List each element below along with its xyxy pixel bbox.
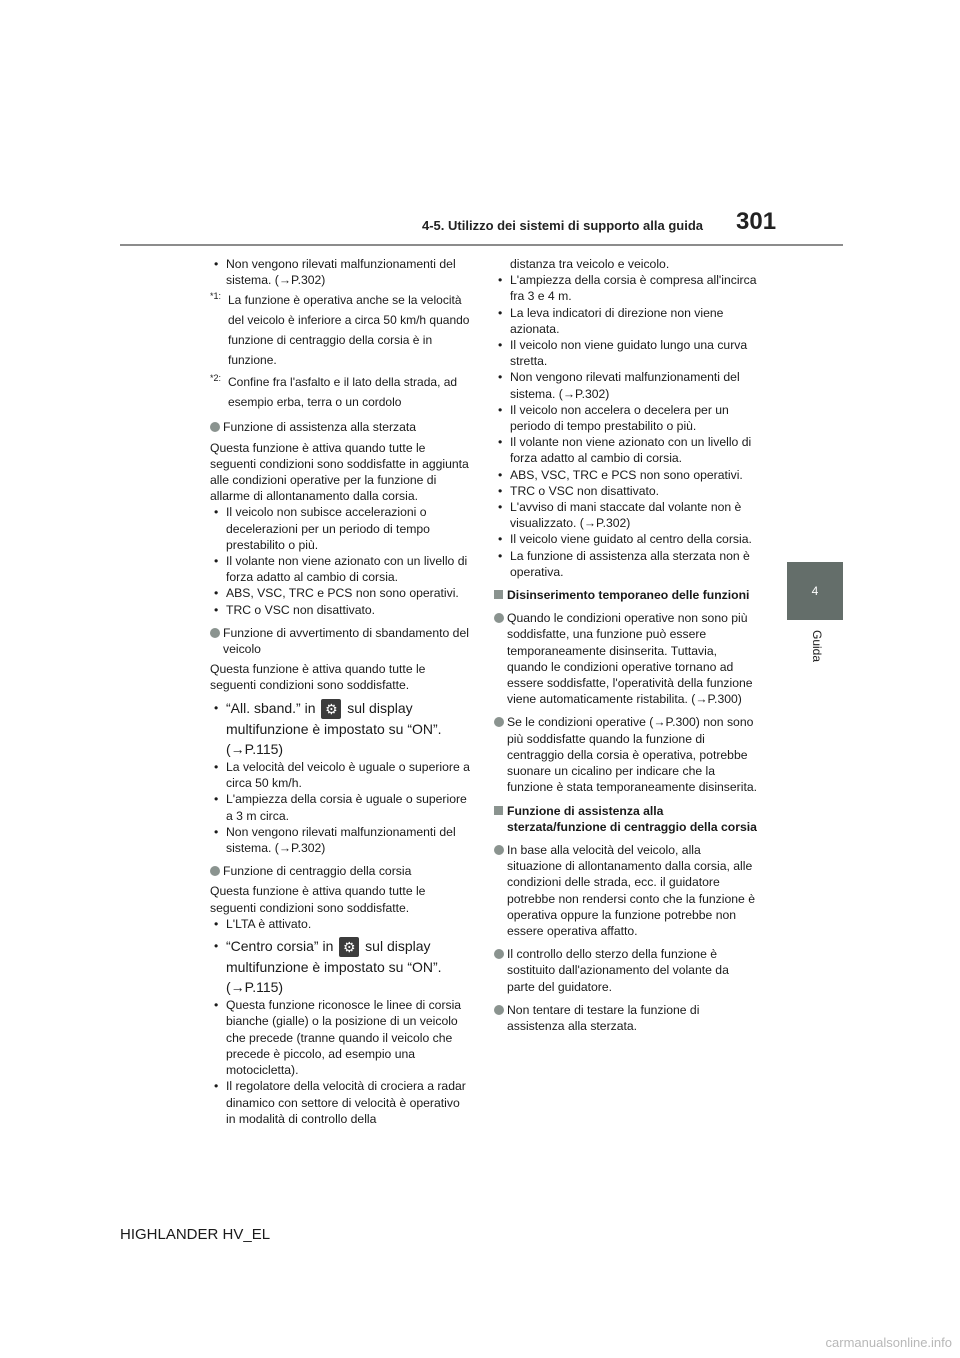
- footnote-text: Confine fra l'asfalto e il lato della strada, ad esempio erba, terra o un cordolo: [228, 375, 458, 410]
- heading-item: [210, 419, 472, 435]
- continued-text: distanza tra veicolo e veicolo.: [510, 257, 670, 271]
- footer-model: HIGHLANDER HV_EL: [120, 1226, 271, 1243]
- footnote: [210, 372, 472, 412]
- heading-item: [210, 625, 472, 657]
- footnote: [210, 290, 472, 370]
- note-item: [494, 842, 758, 939]
- bullet-item: • Questa funzione riconosce le linee di corsia bianche (gialle) o la posizione di un veicolo che precede (tranne quando il veicolo che precede è piccolo, ad esempio una motocicletta).: [210, 997, 472, 1078]
- subsection-title: Disinserimento temporaneo delle funzioni: [507, 588, 750, 603]
- footnote-mark: *2:: [210, 373, 222, 384]
- square-bullet-icon: [494, 806, 503, 815]
- round-bullet-icon: [210, 628, 220, 638]
- bullet-item: • L'ampiezza della corsia è uguale o superiore a 3 m circa.: [210, 791, 472, 823]
- subsection-heading: [494, 587, 758, 603]
- round-bullet-icon: [494, 613, 504, 623]
- round-bullet-icon: [210, 422, 220, 432]
- bullet-item: • Il veicolo viene guidato al centro della corsia.: [494, 531, 758, 547]
- note-item: [494, 714, 758, 795]
- round-bullet-icon: [494, 1005, 504, 1015]
- note-text: Se le condizioni operative (→P.300) non sono più soddisfatte quando la funzione di centraggio della corsia è operativa, potrebbe suonare un cicalino per indicare che la funzione è stata temporaneamente disinserita.: [507, 715, 757, 795]
- note-text: In base alla velocità del veicolo, alla situazione di allontanamento dalla corsia, alle condizioni delle strada, ecc. il guidatore potrebbe non rendersi conto che la funzione è operativa oppure la funzione potrebbe non essere operativa affatto.: [507, 842, 755, 938]
- bullet-item: • Non vengono rilevati malfunzionamenti del sistema. (→P.302): [210, 824, 472, 856]
- round-bullet-icon: [494, 949, 504, 959]
- watermark: carmanualsonline.info: [825, 1335, 952, 1350]
- setting-post: sul display multifunzione è impostato su “ON”. (→P.115): [226, 937, 442, 996]
- paragraph: Questa funzione è attiva quando tutte le seguenti condizioni sono soddisfatte.: [210, 884, 426, 915]
- round-bullet-icon: [494, 717, 504, 727]
- setting-post: sul display multifunzione è impostato su “ON”. (→P.115): [226, 699, 442, 757]
- setting-pre: “Centro corsia” in: [226, 937, 334, 954]
- page-number: 301: [736, 208, 777, 235]
- heading-text: Funzione di centraggio della corsia: [223, 864, 412, 879]
- paragraph: Questa funzione è attiva quando tutte le seguenti condizioni sono soddisfatte in aggiunta alle condizioni operative per la funzione di allarme di allontanamento dalla corsia.: [210, 440, 469, 504]
- heading-item: [210, 863, 472, 879]
- round-bullet-icon: [494, 845, 504, 855]
- gear-icon: ⚙: [339, 937, 359, 957]
- bullet-item: • L'avviso di mani staccate dal volante non è visualizzato. (→P.302): [494, 499, 758, 531]
- setting-bullet: [210, 936, 472, 997]
- heading-text: Funzione di assistenza alla sterzata: [223, 420, 417, 435]
- bullet-item: • Il veicolo non subisce accelerazioni o decelerazioni per un periodo di tempo prestabilito o più.: [210, 504, 472, 553]
- subsection-title: Funzione di assistenza alla sterzata/funzione di centraggio della corsia: [507, 803, 757, 834]
- left-column: [210, 256, 472, 1127]
- bullet-item: • La velocità del veicolo è uguale o superiore a circa 50 km/h.: [210, 759, 472, 791]
- setting-pre: “All. sband.” in: [226, 699, 316, 716]
- note-item: [494, 946, 758, 995]
- section-title: 4-5. Utilizzo dei sistemi di supporto alla guida: [422, 218, 703, 233]
- round-bullet-icon: [210, 866, 220, 876]
- bullet-item: • Non vengono rilevati malfunzionamenti del sistema. (→P.302): [494, 369, 758, 401]
- bullet-item: • Non vengono rilevati malfunzionamenti del sistema. (→P.302): [210, 256, 472, 288]
- bullet-item: • Il volante non viene azionato con un livello di forza adatto al cambio di corsia.: [210, 553, 472, 585]
- subsection-heading: [494, 803, 758, 835]
- note-item: [494, 1002, 758, 1034]
- bullet-item: • Il veicolo non accelera o decelera per un periodo di tempo prestabilito o più.: [494, 402, 758, 434]
- bullet-item: • ABS, VSC, TRC e PCS non sono operativi.: [494, 467, 758, 483]
- header-divider: [120, 244, 843, 246]
- bullet-item: • La leva indicatori di direzione non viene azionata.: [494, 305, 758, 337]
- bullet-item: • L'ampiezza della corsia è compresa all'incirca fra 3 e 4 m.: [494, 272, 758, 304]
- note-text: Non tentare di testare la funzione di assistenza alla sterzata.: [507, 1002, 700, 1033]
- bullet-item: • Il volante non viene azionato con un livello di forza adatto al cambio di corsia.: [494, 434, 758, 466]
- chapter-number: 4: [811, 584, 819, 598]
- heading-text: Funzione di avvertimento di sbandamento del veicolo: [223, 625, 469, 657]
- gear-icon: ⚙: [321, 699, 341, 719]
- bullet-item: • L'LTA è attivato.: [210, 916, 472, 932]
- chapter-label: Guida: [810, 630, 824, 663]
- square-bullet-icon: [494, 590, 503, 599]
- bullet-item: • Il veicolo non viene guidato lungo una curva stretta.: [494, 337, 758, 369]
- paragraph: Questa funzione è attiva quando tutte le seguenti condizioni sono soddisfatte.: [210, 662, 426, 693]
- footnote-mark: *1:: [210, 291, 222, 302]
- bullet-item: • La funzione di assistenza alla sterzata non è operativa.: [494, 548, 758, 580]
- note-item: [494, 610, 758, 707]
- bullet-item: • TRC o VSC non disattivato.: [494, 483, 758, 499]
- chapter-tab: [787, 562, 843, 620]
- bullet-item: • ABS, VSC, TRC e PCS non sono operativi.: [210, 585, 472, 601]
- note-text: Quando le condizioni operative non sono più soddisfatte, una funzione può essere temporaneamente disinserita. Tuttavia, quando le condizioni operative tornano ad essere soddisfatte, l'operatività della funzione viene automaticamente ristabilita. (→P.300): [507, 611, 753, 707]
- bullet-item: • Il regolatore della velocità di crociera a radar dinamico con settore di velocità è operativo in modalità di controllo della: [210, 1078, 472, 1127]
- setting-bullet: [210, 698, 472, 759]
- right-column: [494, 256, 758, 1034]
- footnote-text: La funzione è operativa anche se la velocità del veicolo è inferiore a circa 50 km/h quando funzione di centraggio della corsia è in funzione.: [228, 293, 470, 368]
- bullet-item: • TRC o VSC non disattivato.: [210, 602, 472, 618]
- note-text: Il controllo dello sterzo della funzione è sostituito dall'azionamento del volante da parte del guidatore.: [507, 947, 729, 994]
